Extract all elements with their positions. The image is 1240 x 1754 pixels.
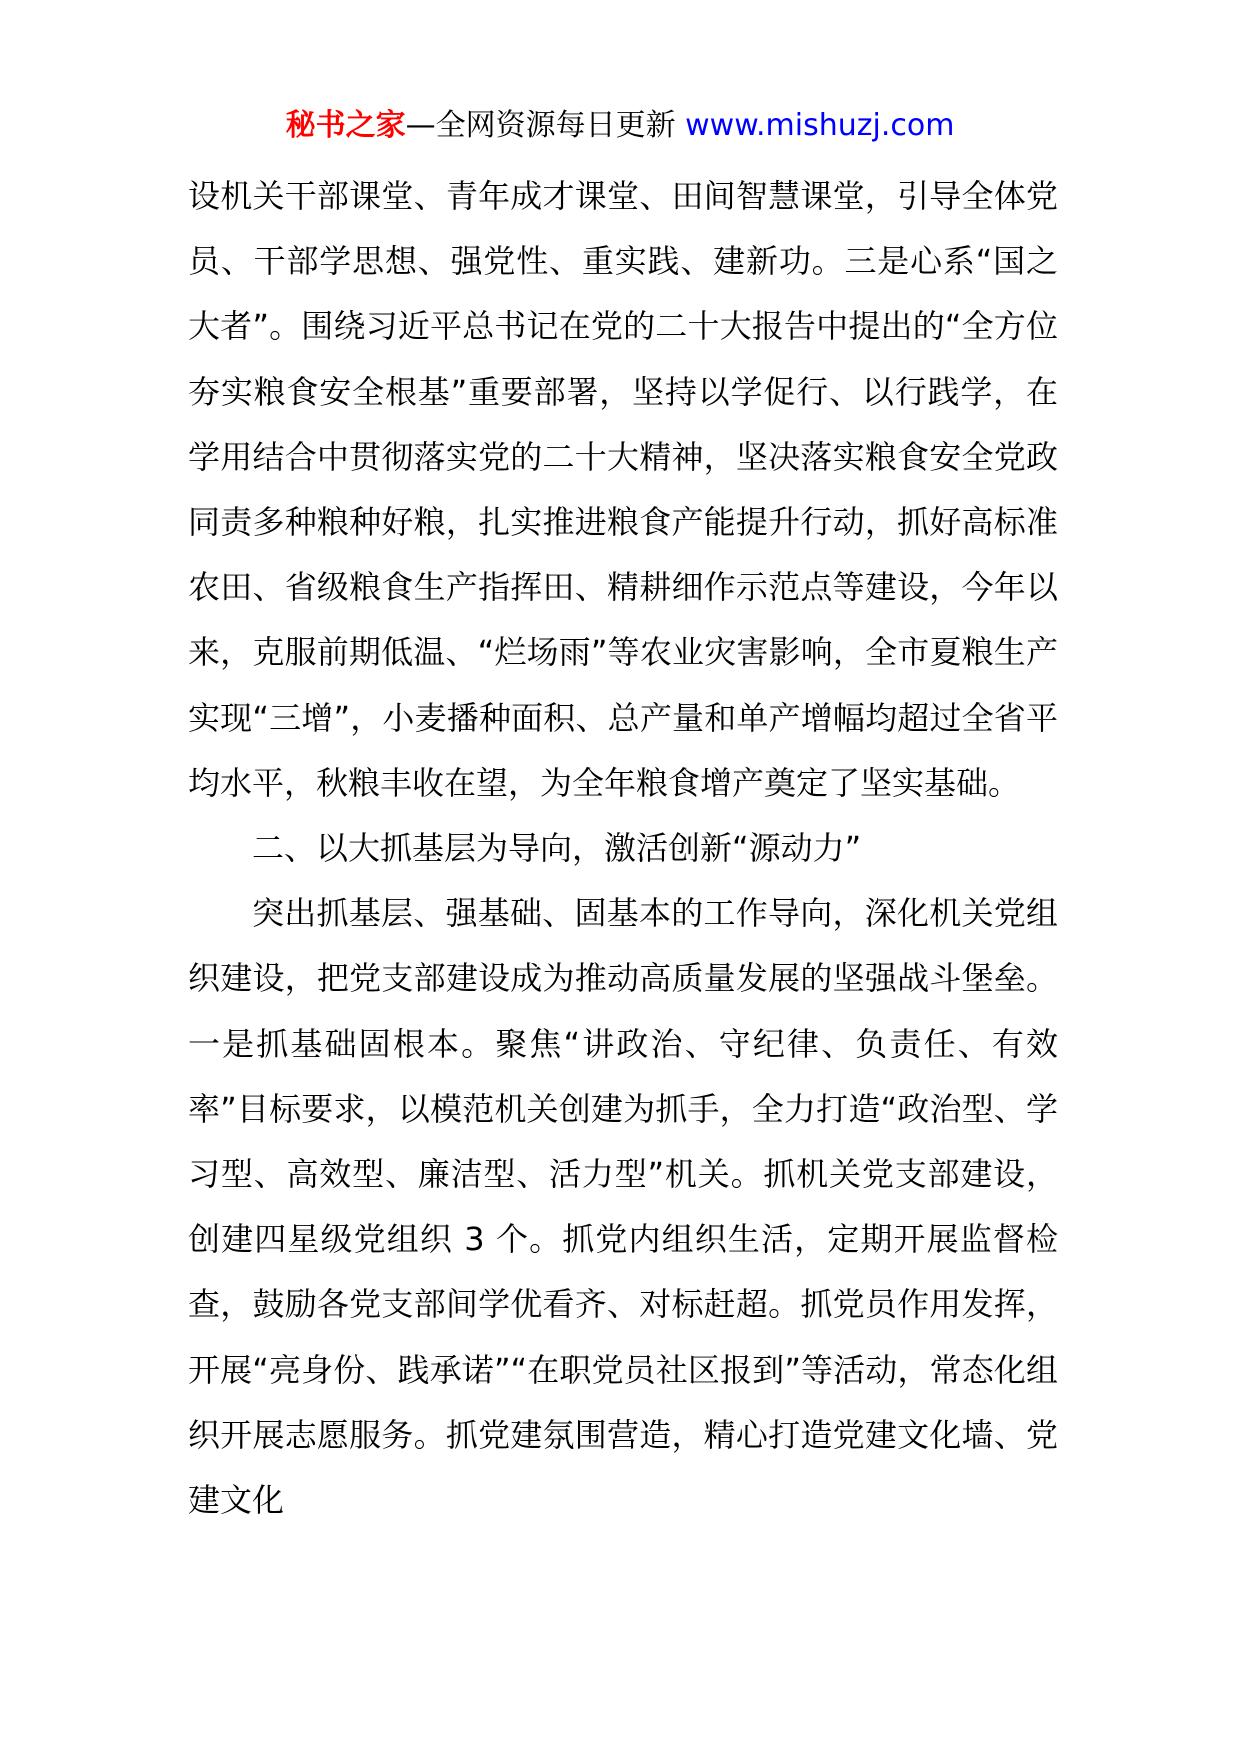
site-tagline: —全网资源每日更新 — [405, 108, 686, 143]
document-body — [188, 164, 1058, 1533]
paragraph: 突出抓基层、强基础、固基本的工作导向，深化机关党组织建设，把党支部建设成为推动高质量发展的坚强战斗堡垒。一是抓基础固根本。聚焦“讲政治、守纪律、负责任、有效率”目标要求，以模范机关创建为抓手，全力打造“政治型、学习型、高效型、廉洁型、活力型”机关。抓机关党支部建设，创建四星级党组织 3 个。抓党内组织生活，定期开展监督检查，鼓励各党支部间学优看齐、对标赶超。抓党员作用发挥，开展“亮身份、践承诺”“在职党员社区报到”等活动，常态化组织开展志愿服务。抓党建氛围营造，精心打造党建文化墙、党建文化 — [188, 894, 1058, 1520]
site-url[interactable]: www.mishuzj.com — [685, 108, 955, 143]
paragraph-continued: 设机关干部课堂、青年成才课堂、田间智慧课堂，引导全体党员、干部学思想、强党性、重实践、建新功。三是心系“国之大者”。围绕习近平总书记在党的二十大报告中提出的“全方位夯实粮食安全根基”重要部署，坚持以学促行、以行践学，在学用结合中贯彻落实党的二十大精神，坚决落实粮食安全党政同责多种粮种好粮，扎实推进粮食产能提升行动，抓好高标准农田、省级粮食生产指挥田、精耕细作示范点等建设，今年以来，克服前期低温、“烂场雨”等农业灾害影响，全市夏粮生产实现“三增”，小麦播种面积、总产量和单产增幅均超过全省平均水平，秋粮丰收在望，为全年粮食增产奠定了坚实基础。 — [188, 177, 1058, 802]
site-name: 秘书之家 — [285, 108, 406, 143]
section-heading: 二、以大抓基层为导向，激活创新“源动力” — [252, 829, 862, 868]
site-header — [0, 100, 1240, 152]
